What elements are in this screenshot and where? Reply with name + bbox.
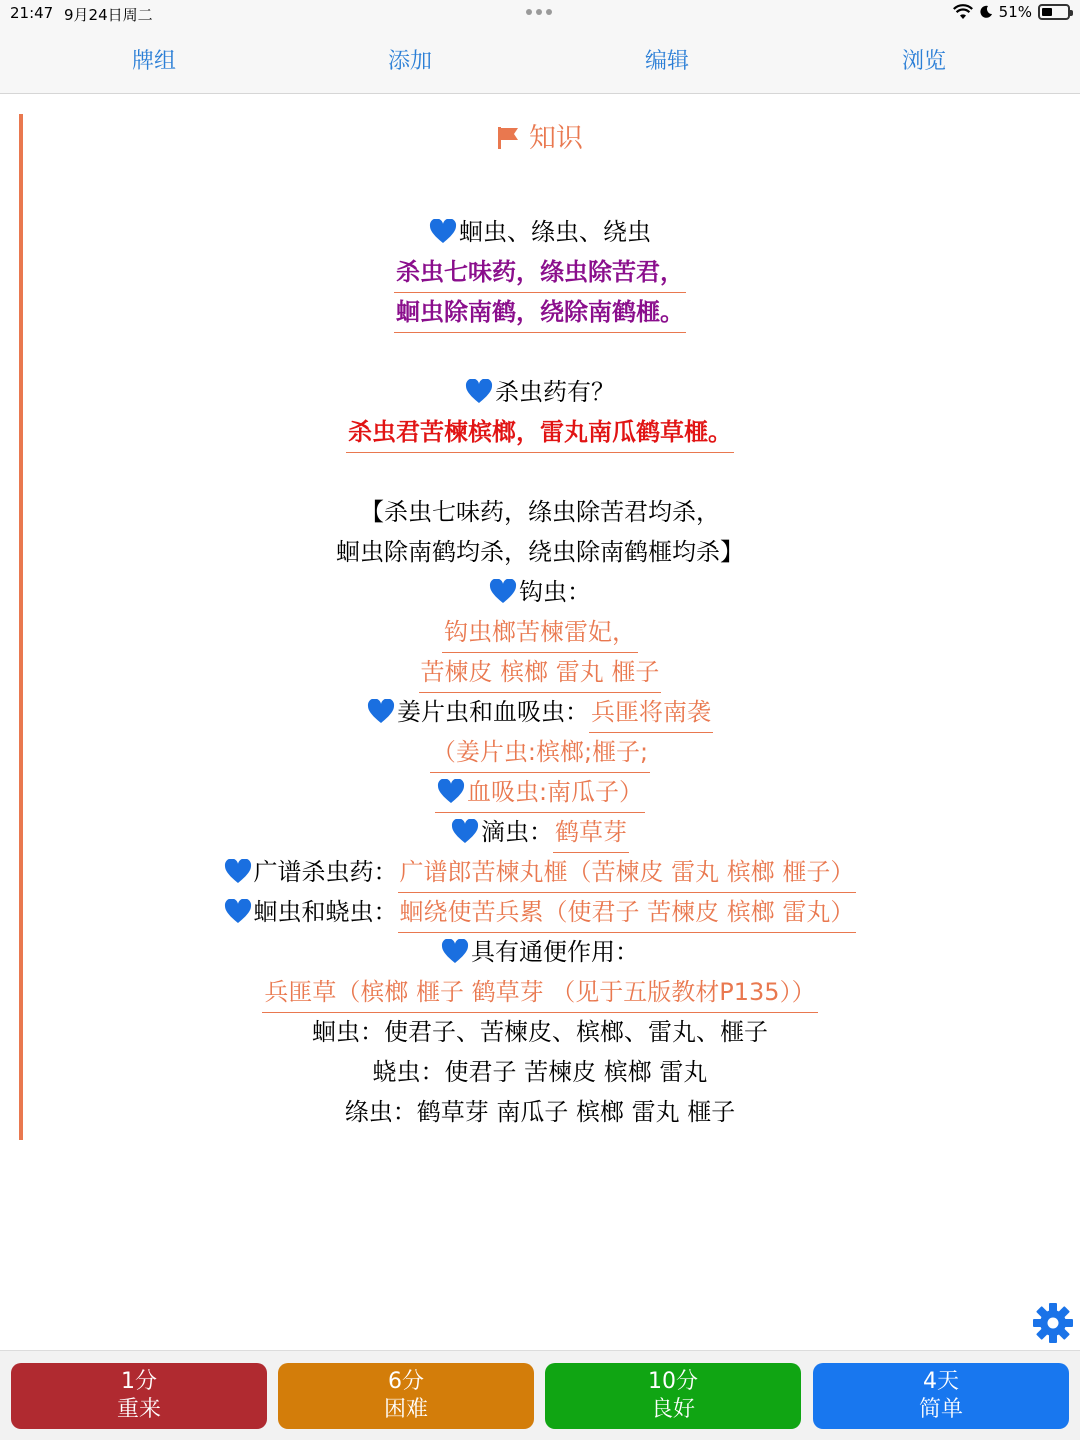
flag-icon <box>497 126 519 150</box>
blue-heart-icon <box>489 579 517 605</box>
blue-heart-icon <box>451 819 479 845</box>
blue-heart-icon <box>465 379 493 405</box>
card-line: 蛔虫除南鹤均杀，绕虫除南鹤榧均杀】 <box>336 538 744 566</box>
gear-icon[interactable] <box>1032 1302 1074 1344</box>
card-line: 蛲虫：使君子 苦楝皮 槟榔 雷丸 <box>372 1058 708 1086</box>
answer-bar <box>0 1350 1080 1440</box>
card-line: 绦虫：鹤草芽 南瓜子 槟榔 雷丸 榧子 <box>344 1098 736 1126</box>
card-line: 兵匪草（槟榔 榧子 鹤草芽 （见于五版教材P135）） <box>0 974 1080 1013</box>
card-line: 苦楝皮 槟榔 雷丸 榧子 <box>0 654 1080 693</box>
blue-heart-icon <box>224 899 252 925</box>
card-line: 蛔虫除南鹤，绕除南鹤榧。 <box>0 294 1080 333</box>
card-line: 广谱杀虫药：广谱郎苦楝丸榧（苦楝皮 雷丸 槟榔 榧子） <box>0 854 1080 893</box>
card-line: 蛔虫：使君子、苦楝皮、槟榔、雷丸、榧子 <box>312 1018 768 1046</box>
moon-icon <box>979 5 993 19</box>
blue-heart-icon <box>437 779 465 805</box>
again-button[interactable]: 1分 重来 <box>11 1363 267 1429</box>
top-navigation <box>0 28 1080 94</box>
card-line: 杀虫君苦楝槟榔，雷丸南瓜鹤草榧。 <box>0 414 1080 453</box>
wifi-icon <box>953 4 973 20</box>
status-date: 9月24日周二 <box>64 6 153 24</box>
hard-button[interactable]: 6分 困难 <box>278 1363 534 1429</box>
card-line: 钩虫榔苦楝雷妃， <box>0 614 1080 653</box>
card-line: 蛔虫和蛲虫：蛔绕使苦兵累（使君子 苦楝皮 槟榔 雷丸） <box>0 894 1080 933</box>
nav-browse[interactable]: 浏览 <box>901 49 947 74</box>
card-line: 血吸虫:南瓜子） <box>0 774 1080 813</box>
status-time: 21:47 <box>10 4 54 22</box>
status-bar <box>0 0 1080 28</box>
card-title-text: 知识 <box>529 123 583 154</box>
card-line: 具有通便作用： <box>0 934 1080 970</box>
card-line: 杀虫药有？ <box>0 374 1080 410</box>
good-button[interactable]: 10分 良好 <box>545 1363 801 1429</box>
card-title <box>0 116 1080 155</box>
card-line: 姜片虫和血吸虫：兵匪将南袭 <box>0 694 1080 733</box>
blue-heart-icon <box>367 699 395 725</box>
multitasking-dots-icon[interactable] <box>526 9 552 15</box>
card-line: （姜片虫:槟榔;榧子; <box>0 734 1080 773</box>
card-line: 钩虫： <box>0 574 1080 610</box>
card-content[interactable] <box>0 94 1080 1350</box>
blue-heart-icon <box>429 219 457 245</box>
status-indicators <box>953 3 1070 21</box>
card-line: 滴虫：鹤草芽 <box>0 814 1080 853</box>
nav-decks[interactable]: 牌组 <box>131 49 177 74</box>
card-line: 杀虫七味药，绦虫除苦君， <box>0 254 1080 293</box>
easy-button[interactable]: 4天 简单 <box>813 1363 1069 1429</box>
battery-icon <box>1038 4 1070 20</box>
blue-heart-icon <box>441 939 469 965</box>
nav-edit[interactable]: 编辑 <box>644 49 690 74</box>
card-line: 蛔虫、绦虫、绕虫 <box>0 214 1080 250</box>
battery-percent: 51% <box>998 3 1032 21</box>
card-line: 【杀虫七味药，绦虫除苦君均杀， <box>360 498 720 526</box>
blue-heart-icon <box>224 859 252 885</box>
nav-add[interactable]: 添加 <box>387 49 433 74</box>
